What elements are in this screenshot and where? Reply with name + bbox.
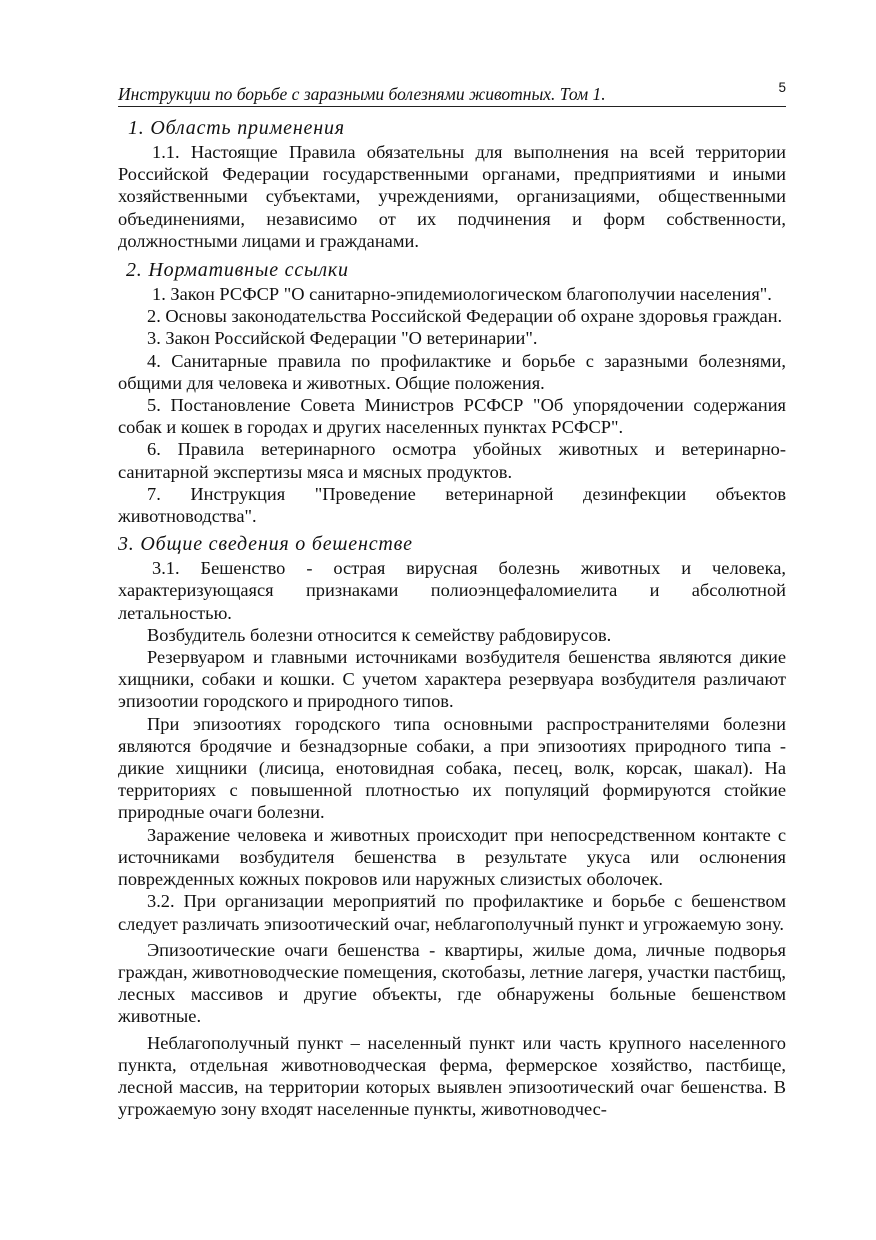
paragraph: Резервуаром и главными источниками возбудителя бешенства являются дикие хищники, собаки и кошки. С учетом характера резервуара возбудителя различают эпизоотии городского и природного типов. (118, 647, 786, 712)
paragraph: Эпизоотические очаги бешенства - квартиры, жилые дома, личные подворья граждан, животноводческие помещения, скотобазы, летние лагеря, участки пастбищ, лесных массивов и другие объекты, где обнаружены больные бешенством животные. (118, 939, 786, 1027)
paragraph: 3.1. Бешенство - острая вирусная болезнь животных и человека, характеризующаяся признаками полиоэнцефаломиелита и абсолютной летальностью. (118, 558, 786, 623)
reference-item: 2. Основы законодательства Российской Федерации об охране здоровья граждан. (147, 306, 783, 327)
reference-item: 6. Правила ветеринарного осмотра убойных животных и ветеринарно-санитарной экспертизы мяса и мясных продуктов. (118, 439, 786, 482)
paragraph: Неблагополучный пункт – населенный пункт или часть крупного населенного пункта, отдельная животноводческая ферма, фермерское хозяйство, пастбище, лесной массив, на территории которых выявлен эпизоотический очаг бешенства. В угрожаемую зону входят населенные пункты, животноводчес- (118, 1032, 786, 1120)
reference-item: 7. Инструкция "Проведение ветеринарной дезинфекции объектов животноводства". (118, 483, 786, 527)
running-title: Инструкции по борьбе с заразными болезнями животных. Том 1. (118, 84, 606, 104)
paragraph: Возбудитель болезни относится к семейству рабдовирусов. (147, 624, 612, 645)
section-heading-scope: 1. Область применения (128, 117, 345, 139)
running-header (118, 80, 786, 107)
reference-item: 1. Закон РСФСР "О санитарно-эпидемиологическом благополучии населения". (152, 284, 772, 305)
reference-item: 4. Санитарные правила по профилактике и борьбе с заразными болезнями, общими для человека и животных. Общие положения. (118, 350, 786, 393)
paragraph: Заражение человека и животных происходит при непосредственном контакте с источниками возбудителя бешенства в результате укуса или ослюнения поврежденных кожных покровов или наружных слизистых оболочек. (118, 824, 786, 890)
document-body (118, 116, 786, 1120)
page-number: 5 (778, 80, 786, 95)
section-heading-rabies-info: 3. Общие сведения о бешенстве (118, 533, 413, 556)
reference-item: 3. Закон Российской Федерации "О ветеринарии". (147, 328, 538, 349)
paragraph: 1.1. Настоящие Правила обязательны для выполнения на всей территории Российской Федерации государственными органами, предприятиями и иными хозяйственными субъектами, учреждениями, организациями, общественными объединениями, независимо от их подчинения и форм собственности, должностными лицами и гражданами. (118, 142, 786, 251)
paragraph: При эпизоотиях городского типа основными распространителями болезни являются бродячие и безнадзорные собаки, а при эпизоотиях природного типа - дикие хищники (лисица, енотовидная собака, песец, волк, корсак, шакал). На территориях с повышенной плотностью их популяций формируются стойкие природные очаги болезни. (118, 713, 786, 823)
paragraph: 3.2. При организации мероприятий по профилактике и борьбе с бешенством следует различать эпизоотический очаг, неблагополучный пункт и угрожаемую зону. (118, 891, 786, 934)
reference-item: 5. Постановление Совета Министров РСФСР "Об упорядочении содержания собак и кошек в городах и других населенных пунктах РСФСР". (118, 395, 786, 438)
section-heading-references: 2. Нормативные ссылки (126, 259, 349, 282)
